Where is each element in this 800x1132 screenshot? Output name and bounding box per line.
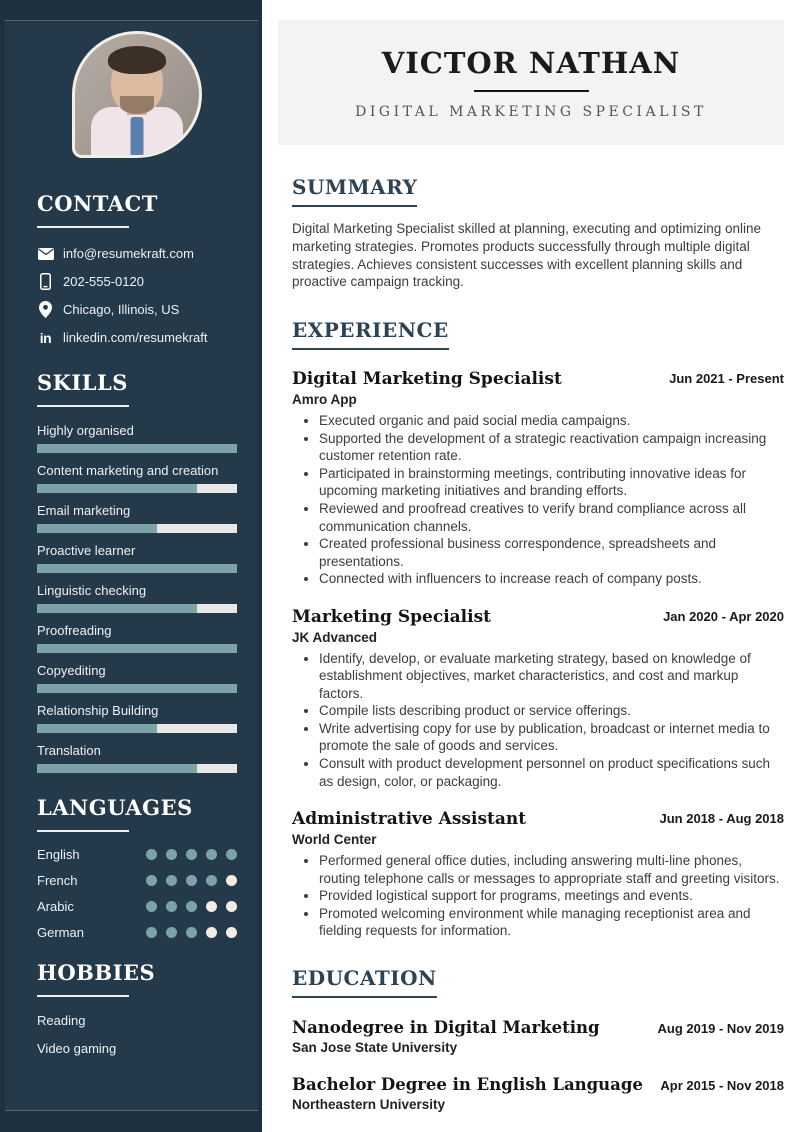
job-company: Amro App bbox=[292, 392, 357, 408]
education-school: Northeastern University bbox=[292, 1096, 446, 1112]
education-degree: Nanodegree in Digital Marketing bbox=[292, 1017, 600, 1037]
language-dot bbox=[226, 849, 237, 860]
contact-item-email bbox=[37, 245, 237, 262]
sidebar bbox=[0, 0, 262, 1132]
job-bullet: • Provided logistical support for programs, meetings and events. bbox=[319, 887, 784, 905]
contact-heading: CONTACT bbox=[37, 191, 158, 216]
job-bullet: • Write advertising copy for use by publication, broadcast or internet media to promote the sale of goods and services. bbox=[319, 720, 784, 755]
skill-item bbox=[37, 503, 237, 533]
language-label: French bbox=[37, 873, 78, 888]
language-dot bbox=[186, 849, 197, 860]
skill-bar bbox=[37, 564, 237, 573]
education-list bbox=[292, 1018, 784, 1112]
skill-bar-fill bbox=[37, 524, 157, 533]
skill-label: Relationship Building bbox=[37, 703, 159, 718]
experience-heading: EXPERIENCE bbox=[292, 318, 449, 350]
language-list bbox=[37, 847, 237, 940]
language-dot bbox=[206, 927, 217, 938]
education-school: San Jose State University bbox=[292, 1039, 458, 1055]
language-dot bbox=[186, 901, 197, 912]
education-heading: EDUCATION bbox=[292, 966, 437, 998]
job-bullet: • Reviewed and proofread creatives to verify brand compliance across all communication channels. bbox=[319, 500, 784, 535]
skill-label: Translation bbox=[37, 743, 101, 758]
skill-bar-fill bbox=[37, 644, 237, 653]
job-bullet: • Consult with product development personnel on product specifications such as design, color, or packaging. bbox=[319, 755, 784, 790]
skill-item bbox=[37, 663, 237, 693]
job-bullet-list bbox=[292, 852, 784, 940]
profile-photo bbox=[72, 31, 202, 158]
language-label: German bbox=[37, 925, 84, 940]
skills-heading: SKILLS bbox=[37, 370, 128, 395]
job-title: Administrative Assistant bbox=[292, 809, 527, 830]
skill-bar bbox=[37, 444, 237, 453]
skill-label: Email marketing bbox=[37, 503, 131, 518]
name-header bbox=[278, 20, 784, 145]
contact-item-location bbox=[37, 301, 237, 318]
language-item bbox=[37, 899, 237, 914]
experience-section bbox=[292, 318, 784, 940]
job-company: World Center bbox=[292, 832, 377, 848]
language-dots bbox=[137, 875, 237, 886]
language-label: Arabic bbox=[37, 899, 74, 914]
education-entry bbox=[292, 1018, 784, 1055]
hobby-list bbox=[37, 1013, 237, 1056]
language-dot bbox=[166, 927, 177, 938]
skill-bar bbox=[37, 684, 237, 693]
job-list bbox=[292, 369, 784, 940]
job-bullet: • Executed organic and paid social media campaigns. bbox=[319, 412, 784, 430]
language-dots bbox=[137, 927, 237, 938]
location-icon bbox=[37, 301, 54, 318]
language-item bbox=[37, 925, 237, 940]
language-dot bbox=[146, 901, 157, 912]
language-dot bbox=[206, 875, 217, 886]
skill-item bbox=[37, 543, 237, 573]
contact-section bbox=[37, 191, 237, 346]
candidate-title: DIGITAL MARKETING SPECIALIST bbox=[355, 103, 707, 120]
education-entry-left bbox=[292, 1018, 600, 1055]
skill-bar-fill bbox=[37, 684, 237, 693]
hobbies-heading: HOBBIES bbox=[37, 960, 156, 985]
job-entry bbox=[292, 809, 784, 940]
name-divider bbox=[474, 90, 589, 92]
language-dot bbox=[206, 901, 217, 912]
language-dot bbox=[166, 849, 177, 860]
skill-item bbox=[37, 623, 237, 653]
language-dot bbox=[206, 849, 217, 860]
skill-item bbox=[37, 463, 237, 493]
summary-section bbox=[292, 175, 784, 291]
skill-label: Linguistic checking bbox=[37, 583, 147, 598]
language-dot bbox=[226, 927, 237, 938]
hobbies-heading-rule bbox=[37, 995, 129, 997]
contact-list bbox=[37, 245, 237, 346]
job-bullet: • Connected with influencers to increase reach of company posts. bbox=[319, 570, 784, 588]
language-item bbox=[37, 847, 237, 862]
education-entry bbox=[292, 1075, 784, 1112]
skill-bar bbox=[37, 724, 237, 733]
contact-email-text: info@resumekraft.com bbox=[63, 246, 194, 261]
email-icon bbox=[37, 245, 54, 262]
phone-icon bbox=[37, 273, 54, 290]
language-dot bbox=[166, 901, 177, 912]
contact-item-phone bbox=[37, 273, 237, 290]
job-header bbox=[292, 369, 784, 389]
contact-item-linkedin bbox=[37, 329, 237, 346]
languages-heading-rule bbox=[37, 830, 129, 832]
skill-bar bbox=[37, 604, 237, 613]
education-section bbox=[292, 966, 784, 1112]
skill-bar-fill bbox=[37, 484, 197, 493]
skill-item bbox=[37, 423, 237, 453]
job-bullet: • Participated in brainstorming meetings, contributing innovative ideas for upcoming marketing initiatives and branding efforts. bbox=[319, 465, 784, 500]
skill-bar-fill bbox=[37, 724, 157, 733]
job-entry bbox=[292, 607, 784, 790]
hobbies-section bbox=[37, 960, 237, 1056]
summary-heading: SUMMARY bbox=[292, 175, 417, 207]
hobby-item: Video gaming bbox=[37, 1041, 117, 1056]
contact-phone-text: 202-555-0120 bbox=[63, 274, 144, 289]
skill-bar-fill bbox=[37, 444, 237, 453]
skill-item bbox=[37, 703, 237, 733]
language-dot bbox=[226, 901, 237, 912]
language-label: English bbox=[37, 847, 80, 862]
photo-hair-shape bbox=[108, 46, 166, 74]
languages-heading: LANGUAGES bbox=[37, 795, 193, 820]
skill-bar bbox=[37, 644, 237, 653]
skill-label: Proactive learner bbox=[37, 543, 136, 558]
contact-location-text: Chicago, Illinois, US bbox=[63, 302, 180, 317]
summary-text: Digital Marketing Specialist skilled at planning, executing and optimizing online marketing strategies. Promotes products successfully through multiple digital strategies. Achieves consistent successes with excellent planning skills and proactive campaign tracking. bbox=[292, 221, 762, 290]
photo-beard-shape bbox=[120, 96, 154, 114]
job-dates: Jun 2021 - Present bbox=[669, 371, 784, 387]
skill-item bbox=[37, 583, 237, 613]
job-bullet: • Compile lists describing product or service offerings. bbox=[319, 702, 784, 720]
education-dates: Apr 2015 - Nov 2018 bbox=[660, 1077, 784, 1093]
skill-item bbox=[37, 743, 237, 773]
photo-tie-shape bbox=[131, 117, 144, 157]
education-dates: Aug 2019 - Nov 2019 bbox=[657, 1020, 784, 1036]
job-header bbox=[292, 809, 784, 829]
skill-bar bbox=[37, 524, 237, 533]
skill-bar bbox=[37, 764, 237, 773]
language-dot bbox=[146, 849, 157, 860]
job-bullet: • Promoted welcoming environment while managing receptionist area and fielding requests for information. bbox=[319, 905, 784, 940]
job-bullet-list bbox=[292, 412, 784, 587]
skill-label: Highly organised bbox=[37, 423, 134, 438]
language-dot bbox=[226, 875, 237, 886]
skill-label: Proofreading bbox=[37, 623, 112, 638]
language-dot bbox=[146, 927, 157, 938]
languages-section bbox=[37, 795, 237, 940]
job-bullet: • Supported the development of a strategic reactivation campaign increasing customer retention rate. bbox=[319, 430, 784, 465]
job-company: JK Advanced bbox=[292, 629, 378, 645]
education-entry-left bbox=[292, 1075, 643, 1112]
main-column bbox=[262, 0, 800, 1132]
language-dot bbox=[186, 927, 197, 938]
language-dots bbox=[137, 901, 237, 912]
skill-bar bbox=[37, 484, 237, 493]
job-title: Digital Marketing Specialist bbox=[292, 369, 562, 390]
language-dots bbox=[137, 849, 237, 860]
job-bullet-list bbox=[292, 650, 784, 790]
hobby-item: Reading bbox=[37, 1013, 86, 1028]
candidate-name: VICTOR NATHAN bbox=[381, 45, 681, 80]
skill-label: Copyediting bbox=[37, 663, 106, 678]
job-dates: Jan 2020 - Apr 2020 bbox=[663, 608, 784, 624]
language-dot bbox=[166, 875, 177, 886]
linkedin-icon: in bbox=[39, 329, 52, 346]
job-bullet: • Created professional business correspondence, spreadsheets and presentations. bbox=[319, 535, 784, 570]
job-entry bbox=[292, 369, 784, 587]
job-bullet: • Performed general office duties, including answering multi-line phones, routing telephone calls or messages to appropriate staff and greeting visitors. bbox=[319, 852, 784, 887]
skill-bar-fill bbox=[37, 764, 197, 773]
job-dates: Jun 2018 - Aug 2018 bbox=[659, 811, 784, 827]
skills-heading-rule bbox=[37, 405, 129, 407]
language-item bbox=[37, 873, 237, 888]
skill-bar-fill bbox=[37, 604, 197, 613]
skill-label: Content marketing and creation bbox=[37, 463, 219, 478]
job-header bbox=[292, 607, 784, 627]
skill-list bbox=[37, 423, 237, 773]
education-degree: Bachelor Degree in English Language bbox=[292, 1074, 643, 1094]
language-dot bbox=[146, 875, 157, 886]
contact-heading-rule bbox=[37, 226, 129, 228]
skill-bar-fill bbox=[37, 564, 237, 573]
job-bullet: • Identify, develop, or evaluate marketing strategy, based on knowledge of establishment objectives, market characteristics, and cost and markup factors. bbox=[319, 650, 784, 703]
skills-section bbox=[37, 370, 237, 773]
sidebar-panel bbox=[5, 20, 258, 1111]
language-dot bbox=[186, 875, 197, 886]
job-title: Marketing Specialist bbox=[292, 606, 492, 627]
contact-linkedin-text: linkedin.com/resumekraft bbox=[63, 330, 208, 345]
